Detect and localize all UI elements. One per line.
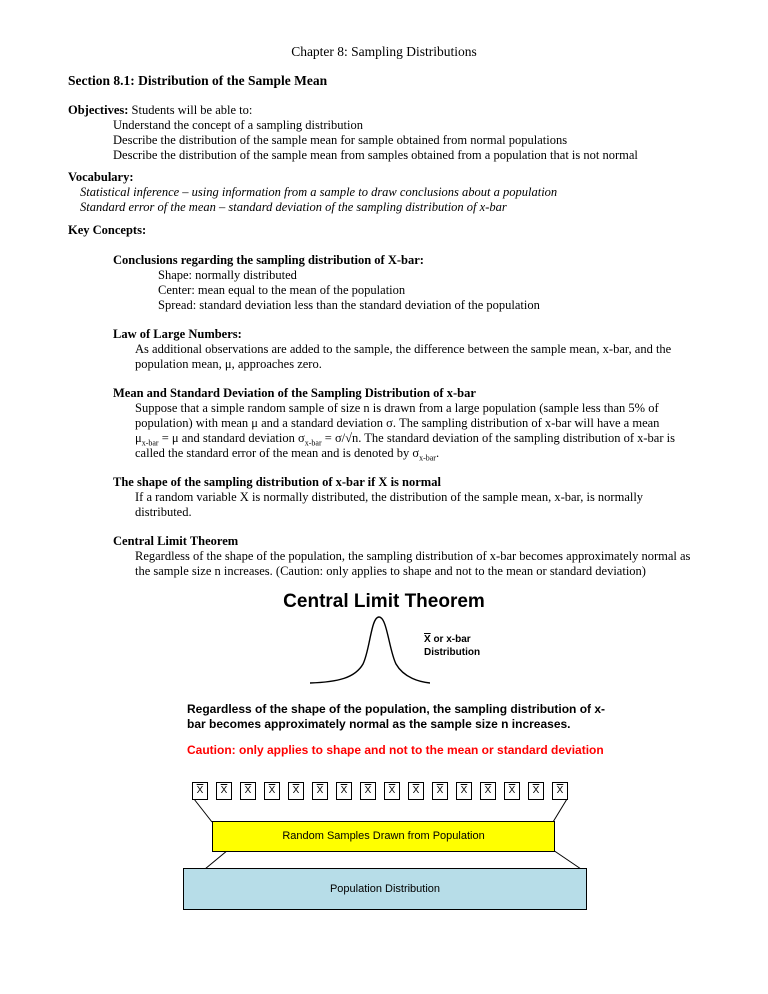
sample-mean-box: $\overline{X}$ (288, 782, 304, 800)
objective-item: Describe the distribution of the sample mean from samples obtained from a population that is not normal (113, 148, 638, 162)
section-title: Section 8.1: Distribution of the Sample Mean (68, 73, 328, 88)
shape-line: If a random variable X is normally distributed, the distribution of the sample mean, x-bar, is normally (135, 490, 644, 504)
population-box: Population Distribution (183, 868, 587, 910)
sample-mean-box: $\overline{X}$ (456, 782, 472, 800)
clt-line: Regardless of the shape of the population, the sampling distribution of x-bar becomes approximately normal as (135, 549, 691, 563)
lln-line: As additional observations are added to the sample, the difference between the sample mean, x-bar, and the (135, 342, 672, 356)
mean-sd-line: Suppose that a simple random sample of size n is drawn from a large population (sample less than 5% of (135, 401, 659, 415)
key-concepts-label: Key Concepts: (68, 223, 147, 237)
clt-heading: Central Limit Theorem (113, 534, 239, 548)
conclusion-line: Spread: standard deviation less than the standard deviation of the population (158, 298, 540, 312)
conclusion-line: Shape: normally distributed (158, 268, 297, 282)
mean-sd-heading: Mean and Standard Deviation of the Sampling Distribution of x-bar (113, 386, 476, 400)
connector-left-lower (205, 850, 228, 869)
caution-text: Caution: only applies to shape and not to the mean or standard deviation (187, 743, 604, 757)
sample-mean-box: $\overline{X}$ (240, 782, 256, 800)
sample-mean-box: $\overline{X}$ (432, 782, 448, 800)
sample-mean-box: $\overline{X}$ (360, 782, 376, 800)
mean-sd-line: called the standard error of the mean and is denoted by $\sigma_{x-bar}$. (135, 446, 440, 463)
mean-sd-line: population) with mean μ and a standard deviation σ. The sampling distribution of x-bar will have a mean (135, 416, 660, 430)
sample-mean-box: $\overline{X}$ (384, 782, 400, 800)
sample-mean-box: $\overline{X}$ (216, 782, 232, 800)
vocabulary-label: Vocabulary: (68, 170, 134, 184)
conclusion-line: Center: mean equal to the mean of the population (158, 283, 406, 297)
sample-mean-box: $\overline{X}$ (408, 782, 424, 800)
vocabulary-item: Statistical inference – using information from a sample to draw conclusions about a population (80, 185, 558, 199)
connector-right-upper (553, 799, 567, 822)
sample-mean-box: $\overline{X}$ (336, 782, 352, 800)
sample-mean-box: $\overline{X}$ (312, 782, 328, 800)
distribution-label-line2: Distribution (424, 647, 481, 658)
shape-line: distributed. (135, 505, 192, 519)
conclusions-heading: Conclusions regarding the sampling distribution of X-bar: (113, 253, 424, 267)
sample-mean-box: $\overline{X}$ (552, 782, 568, 800)
connector-left-upper (194, 799, 212, 822)
sample-mean-box: $\overline{X}$ (504, 782, 520, 800)
shape-heading: The shape of the sampling distribution of x-bar if X is normal (113, 475, 441, 489)
distribution-label: $\overline{X}$ or x-bar (424, 634, 471, 645)
lln-heading: Law of Large Numbers: (113, 327, 242, 341)
clt-statement: bar becomes approximately normal as the sample size n increases. (187, 717, 571, 731)
diagram-title: Central Limit Theorem (283, 591, 485, 612)
connector-right-lower (553, 850, 581, 869)
chapter-title: Chapter 8: Sampling Distributions (291, 44, 477, 59)
objective-item: Understand the concept of a sampling distribution (113, 118, 363, 132)
vocabulary-item: Standard error of the mean – standard deviation of the sampling distribution of x-bar (80, 200, 507, 214)
clt-statement: Regardless of the shape of the population, the sampling distribution of x- (187, 702, 606, 716)
sample-mean-box: $\overline{X}$ (264, 782, 280, 800)
objective-item: Describe the distribution of the sample mean for sample obtained from normal populations (113, 133, 568, 147)
objectives-label: Objectives: (68, 103, 129, 117)
objectives-intro-text: Students will be able to: (131, 103, 253, 117)
sample-mean-box: $\overline{X}$ (528, 782, 544, 800)
sample-mean-box: $\overline{X}$ (480, 782, 496, 800)
lln-line: population mean, μ, approaches zero. (135, 357, 322, 371)
mean-sd-line: $\mu_{x-bar} = \mu$ and standard deviation $\sigma_{x-bar} = \sigma/√n$. The standard deviation of the sampling distribution of x-bar is (135, 431, 675, 448)
clt-line: the sample size n increases. (Caution: only applies to shape and not to the mean or standard deviation) (135, 564, 646, 578)
sample-mean-box: $\overline{X}$ (192, 782, 208, 800)
random-samples-box: Random Samples Drawn from Population (212, 821, 555, 852)
